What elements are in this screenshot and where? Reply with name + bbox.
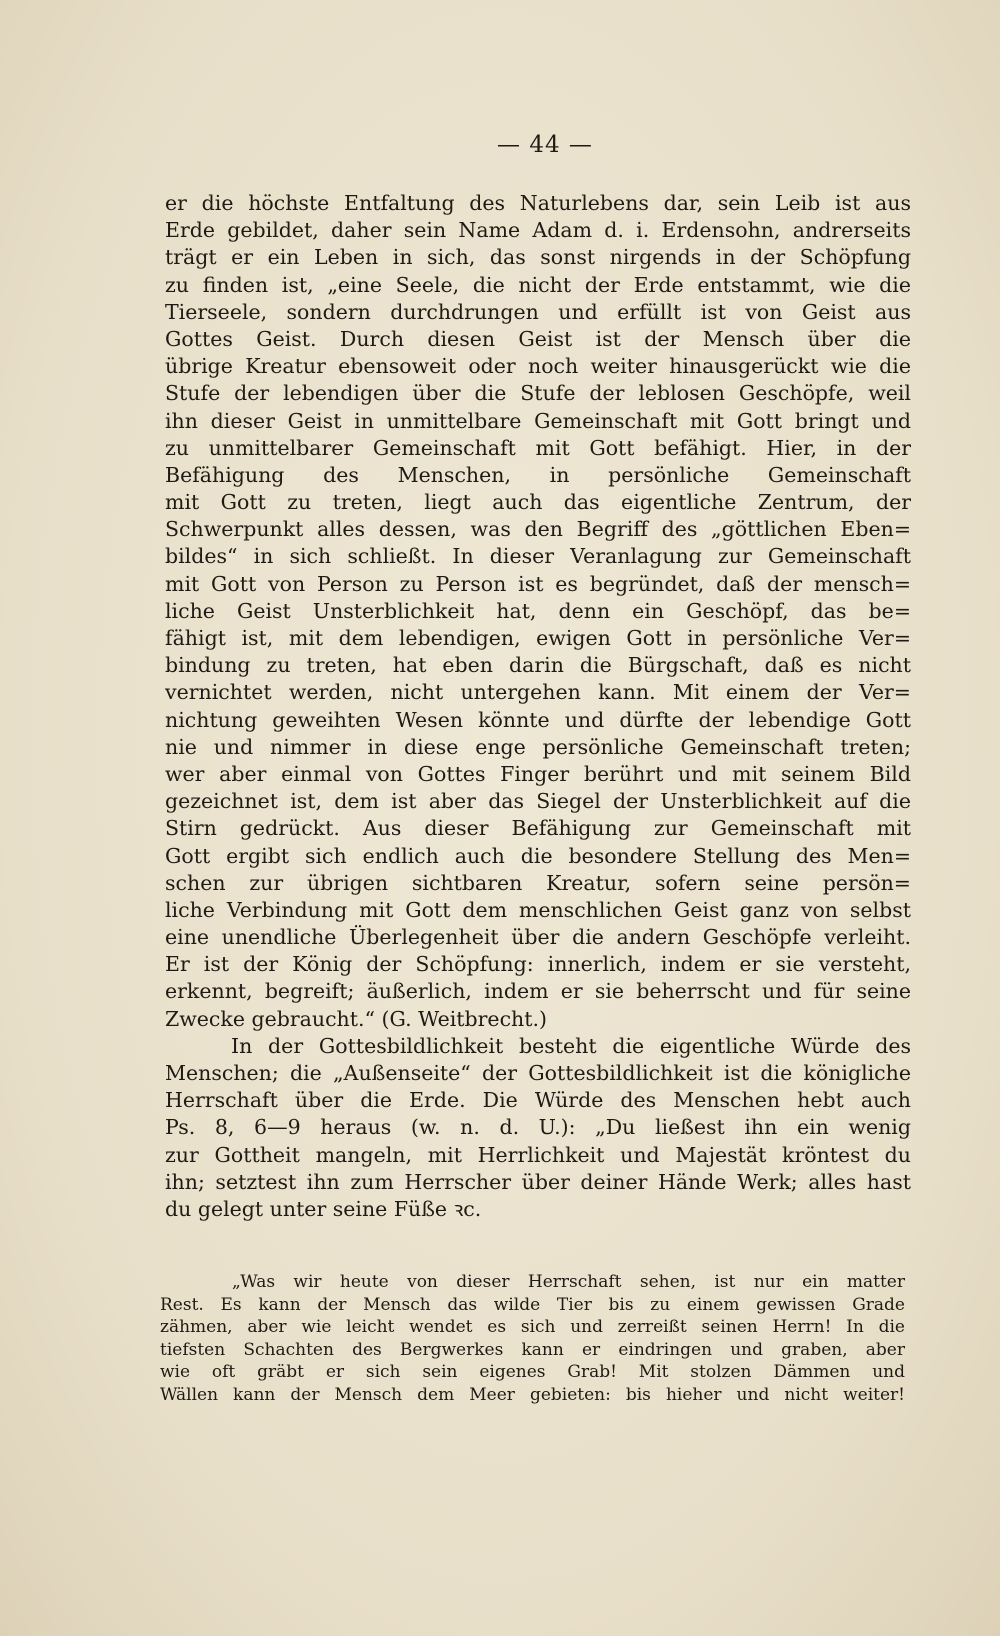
text-line: zur Gottheit mangeln, mit Herrlichkeit und Majestät kröntest du: [165, 1142, 911, 1167]
text-line: zu unmittelbarer Gemeinschaft mit Gott befähigt. Hier, in der: [165, 435, 911, 460]
text-line: Stufe der lebendigen über die Stufe der leblosen Geschöpfe, weil: [165, 381, 911, 406]
text-line: liche Verbindung mit Gott dem menschlichen Geist ganz von selbst: [165, 897, 911, 922]
text-line: nie und nimmer in diese enge persönliche Gemeinschaft treten;: [165, 734, 911, 759]
text-line: trägt er ein Leben in sich, das sonst nirgends in der Schöpfung: [165, 245, 911, 270]
text-line: Gottes Geist. Durch diesen Geist ist der Mensch über die: [165, 326, 911, 351]
text-line: Gott ergibt sich endlich auch die besondere Stellung des Men=: [165, 843, 911, 868]
text-line: Schwerpunkt alles dessen, was den Begriff des „göttlichen Eben=: [165, 517, 911, 542]
text-line: Befähigung des Menschen, in persönliche Gemeinschaft: [165, 462, 911, 487]
text-line: nichtung geweihten Wesen könnte und dürfte der lebendige Gott: [165, 707, 911, 732]
page-number: — 44 —: [497, 132, 593, 158]
text-line: fähigt ist, mit dem lebendigen, ewigen Gott in persönliche Ver=: [165, 626, 911, 650]
footnote-line: wie oft gräbt er sich sein eigenes Grab! Mit stolzen Dämmen und: [160, 1362, 905, 1382]
text-line: schen zur übrigen sichtbaren Kreatur, sofern seine persön=: [165, 870, 911, 895]
text-line: erkennt, begreift; äußerlich, indem er sie beherrscht und für seine: [165, 979, 911, 1004]
text-line: liche Geist Unsterblichkeit hat, denn ein Geschöpf, das be=: [165, 598, 911, 623]
text-line: wer aber einmal von Gottes Finger berührt und mit seinem Bild: [165, 761, 911, 786]
text-line: Erde gebildet, daher sein Name Adam d. i. Erdensohn, andrerseits: [165, 218, 911, 243]
text-line: vernichtet werden, nicht untergehen kann. Mit einem der Ver=: [165, 680, 911, 705]
text-line: Zwecke gebraucht.“ (G. Weitbrecht.): [165, 1006, 548, 1031]
text-line: bildes“ in sich schließt. In dieser Veranlagung zur Gemeinschaft: [165, 544, 911, 569]
text-line: du gelegt unter seine Füße ꝛc.: [165, 1196, 482, 1221]
footnote-line: Wällen kann der Mensch dem Meer gebieten: bis hieher und nicht weiter!: [160, 1384, 905, 1405]
footnote-line: tiefsten Schachten des Bergwerkes kann er eindringen und graben, aber: [160, 1339, 905, 1360]
footnote-line: Rest. Es kann der Mensch das wilde Tier bis zu einem gewissen Grade: [160, 1294, 905, 1315]
text-line: mit Gott von Person zu Person ist es begründet, daß der mensch=: [165, 571, 911, 596]
text-line: Tierseele, sondern durchdrungen und erfüllt ist von Geist aus: [165, 299, 911, 324]
text-line: er die höchste Entfaltung des Naturlebens dar, sein Leib ist aus: [165, 191, 911, 215]
footnote-line: zähmen, aber wie leicht wendet es sich und zerreißt seinen Herrn! In die: [160, 1317, 905, 1337]
text-line: Stirn gedrückt. Aus dieser Befähigung zur Gemeinschaft mit: [165, 816, 911, 841]
main-text: [165, 190, 911, 1223]
paragraph-start-line: In der Gottesbildlichkeit besteht die eigentliche Würde des: [231, 1033, 911, 1058]
text-line: gezeichnet ist, dem ist aber das Siegel der Unsterblichkeit auf die: [165, 789, 911, 814]
text-line: Er ist der König der Schöpfung: innerlich, indem er sie versteht,: [165, 952, 911, 977]
text-line: mit Gott zu treten, liegt auch das eigentliche Zentrum, der: [165, 490, 911, 515]
text-line: Herrschaft über die Erde. Die Würde des Menschen hebt auch: [165, 1088, 911, 1113]
text-line: Menschen; die „Außenseite“ der Gottesbildlichkeit ist die königliche: [165, 1061, 911, 1085]
footnote-line: „Was wir heute von dieser Herrschaft sehen, ist nur ein matter: [232, 1272, 905, 1292]
text-line: zu finden ist, „eine Seele, die nicht der Erde entstammt, wie die: [165, 272, 911, 297]
text-line: eine unendliche Überlegenheit über die andern Geschöpfe verleiht.: [165, 925, 911, 950]
text-line: bindung zu treten, hat eben darin die Bürgschaft, daß es nicht: [165, 653, 911, 678]
text-line: ihn; setztest ihn zum Herrscher über deiner Hände Werk; alles hast: [165, 1169, 911, 1194]
text-line: übrige Kreatur ebensoweit oder noch weiter hinausgerückt wie die: [165, 354, 911, 379]
footnote: [160, 1271, 905, 1406]
text-line: ihn dieser Geist in unmittelbare Gemeinschaft mit Gott bringt und: [165, 408, 911, 433]
text-line: Ps. 8, 6—9 heraus (w. n. d. U.): „Du ließest ihn ein wenig: [165, 1115, 911, 1140]
